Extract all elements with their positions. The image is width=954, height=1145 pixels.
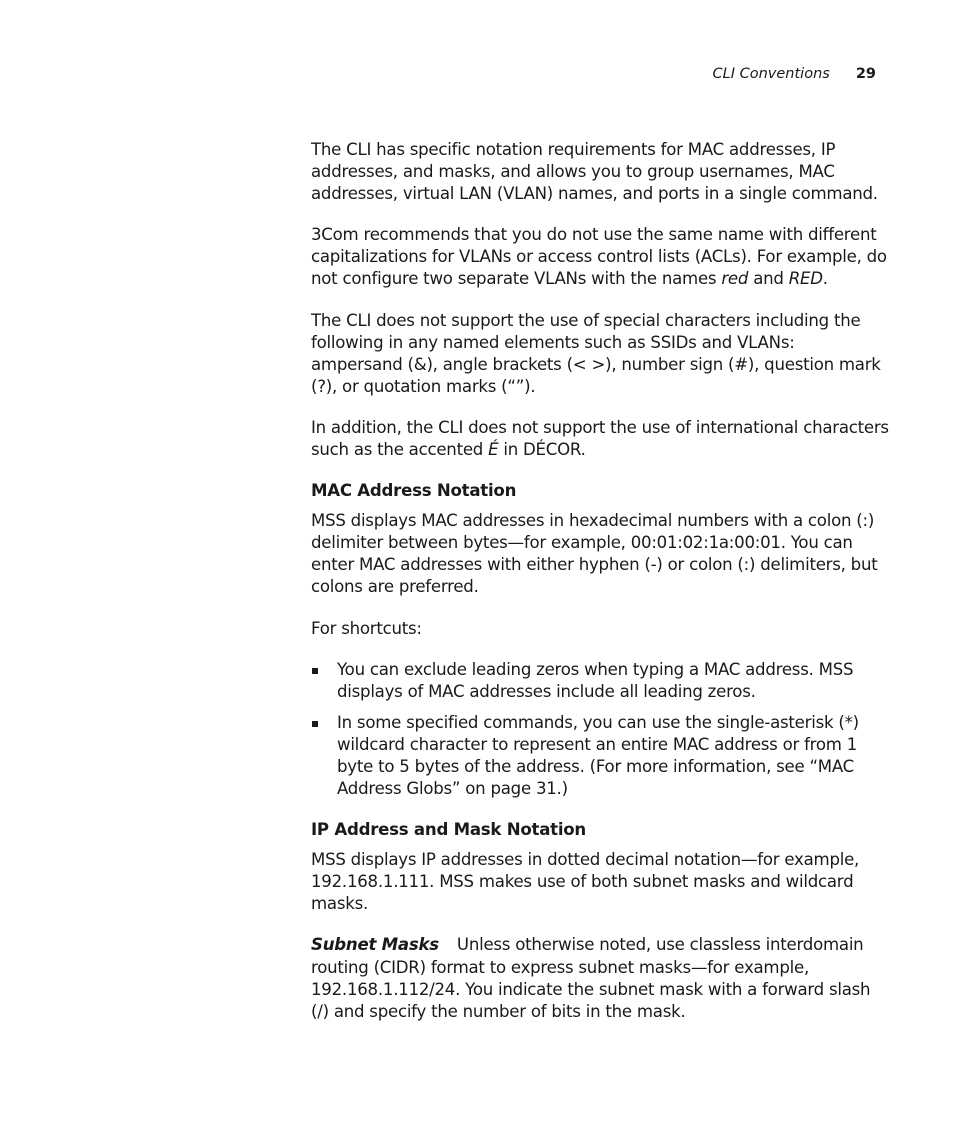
shortcuts-intro: For shortcuts:	[311, 618, 422, 638]
accented-character: É	[488, 440, 499, 460]
bullet-square-icon	[312, 668, 318, 674]
page-number: 29	[855, 66, 876, 82]
paragraph-text: In addition, the CLI does not support the use of international characters such as the accented	[311, 417, 889, 460]
international-characters-paragraph	[311, 417, 891, 461]
ip-section-body: MSS displays IP addresses in dotted decimal notation—for example, 192.168.1.111. MSS makes use of both subnet masks and wildcard masks.	[311, 850, 860, 914]
example-name-uppercase: RED	[788, 269, 823, 289]
example-name-lowercase: red	[721, 269, 749, 289]
main-content	[311, 139, 891, 1042]
list-item-text: In some specified commands, you can use the single-asterisk (*) wildcard character to represent an entire MAC address or from 1 byte to 5 bytes of the address. (For more information, see “MAC Address Globs” on page 31.)	[337, 712, 859, 799]
paragraph-text: in DÉCOR.	[498, 440, 586, 460]
list-item	[311, 712, 891, 800]
mac-section-body: MSS displays MAC addresses in hexadecimal numbers with a colon (:) delimiter between bytes—for example, 00:01:02:1a:00:01. You can enter MAC addresses with either hyphen (-) or colon (:) delimiters, but colons are preferred.	[311, 511, 878, 597]
shortcuts-list	[311, 659, 891, 801]
list-item	[311, 659, 891, 703]
subnet-masks-paragraph	[311, 934, 891, 1022]
mac-section-heading: MAC Address Notation	[311, 481, 517, 501]
running-header	[713, 66, 876, 82]
subnet-masks-label: Subnet Masks	[311, 935, 439, 955]
section-title: CLI Conventions	[712, 66, 830, 82]
ip-section-heading: IP Address and Mask Notation	[311, 820, 586, 840]
subnet-masks-body: Unless otherwise noted, use classless interdomain routing (CIDR) format to express subnet masks—for example, 192.168.1.112/24. You indicate the subnet mask with a forward slash (/) and specify the number of bits in the mask.	[311, 935, 871, 1021]
bullet-square-icon	[312, 721, 318, 727]
special-characters-paragraph: The CLI does not support the use of special characters including the following in any named elements such as SSIDs and VLANs: ampersand (&), angle brackets (< >), number sign (#), question mark (?), or quotation marks (“”).	[311, 310, 881, 396]
paragraph-text: .	[822, 269, 828, 289]
capitalization-paragraph	[311, 224, 891, 290]
paragraph-text: and	[748, 269, 789, 289]
paragraph-text: 3Com recommends that you do not use the same name with different capitalizations for VLANs or access control lists (ACLs). For example, do not configure two separate VLANs with the names	[311, 225, 887, 289]
intro-paragraph: The CLI has specific notation requirements for MAC addresses, IP addresses, and masks, and allows you to group usernames, MAC addresses, virtual LAN (VLAN) names, and ports in a single command.	[311, 140, 878, 204]
list-item-text: You can exclude leading zeros when typing a MAC address. MSS displays of MAC addresses include all leading zeros.	[337, 659, 854, 701]
